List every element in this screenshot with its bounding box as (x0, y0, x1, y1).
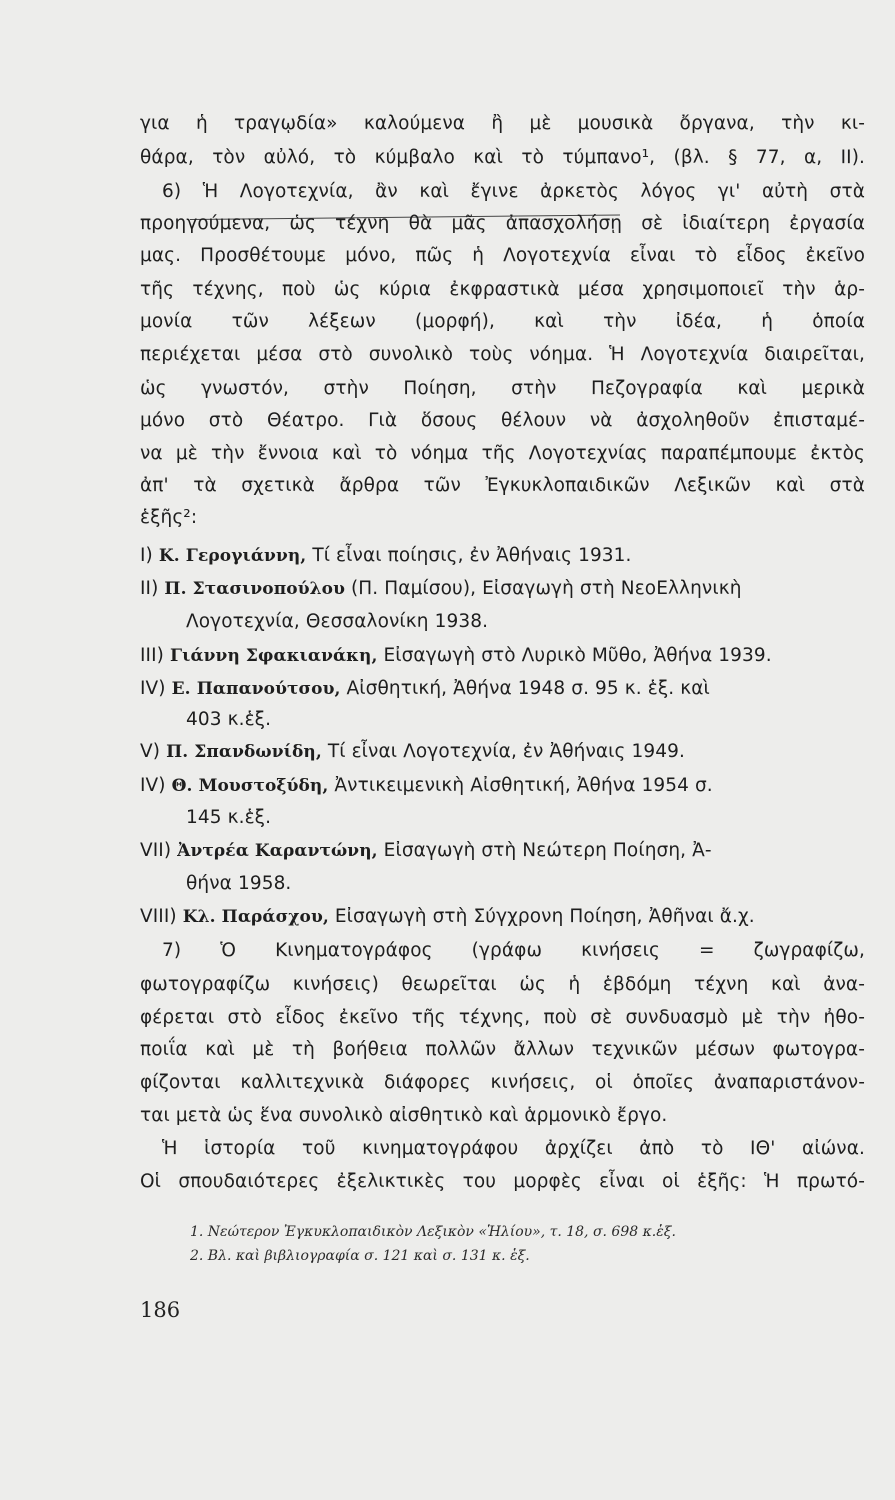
reference-number: III) (140, 645, 164, 666)
text-line: μονία τῶν λέξεων (μορφή), καὶ τὴν ἰδέα, ἡ ὁποία (140, 311, 865, 332)
reference-item (140, 644, 865, 668)
reference-title: (Π. Παμίσου), Εἰσαγωγὴ στὴ ΝεοΕλληνικὴ (350, 578, 742, 599)
reference-author: Κλ. Παράσχου, (182, 907, 329, 927)
reference-continuation: Λογοτεχνία, Θεσσαλονίκη 1938. (186, 611, 489, 632)
section-6-heading-line: 6) Ἡ Λογοτεχνία, ἂν καὶ ἔγινε ἀρκετὸς λόγος γι' αὐτὴ στὰ (162, 181, 865, 202)
reference-title: Εἰσαγωγὴ στὸ Λυρικὸ Μῦθο, Ἀθήνα 1939. (383, 645, 772, 666)
reference-author: Ε. Παπανούτσου, (171, 679, 341, 699)
section-7-heading-line: 7) Ὁ Κινηματογράφος (γράφω κινήσεις = ζωγραφίζω, (162, 940, 865, 961)
reference-item (140, 677, 865, 701)
reference-title: Αἰσθητική, Ἀθήνα 1948 σ. 95 κ. ἑξ. καὶ (346, 678, 710, 699)
text-line: φωτογραφίζω κινήσεις) θεωρεῖται ὡς ἡ ἑβδόμη τέχνη καὶ ἀνα- (140, 974, 865, 995)
reference-number: I) (140, 545, 153, 566)
text-line: περιέχεται μέσα στὸ συνολικὸ τοὺς νόημα. Ἡ Λογοτεχνία διαιρεῖται, (140, 344, 865, 365)
reference-item (140, 577, 865, 601)
reference-item (140, 544, 865, 568)
reference-item (140, 740, 865, 764)
text-line: Οἱ σπουδαιότερες ἐξελικτικὲς του μορφὲς εἶναι οἱ ἑξῆς: Ἡ πρωτό- (140, 1171, 865, 1192)
reference-title: Τί εἶναι ποίησις, ἐν Ἀθήναις 1931. (312, 545, 632, 566)
reference-item (140, 839, 865, 863)
text-line: ἑξῆς²: (140, 507, 198, 528)
reference-number: V) (140, 741, 161, 762)
text-line: μόνο στὸ Θέατρο. Γιὰ ὅσους θέλουν νὰ ἀσχοληθοῦν ἐπισταμέ- (140, 410, 865, 431)
reference-continuation: 403 κ.ἑξ. (186, 709, 272, 730)
footnote: 1. Νεώτερον Ἐγκυκλοπαιδικὸν Λεξικὸν «Ἡλίου», τ. 18, σ. 698 κ.ἑξ. (190, 1224, 676, 1240)
text-line: Ἡ ἱστορία τοῦ κινηματογράφου ἀρχίζει ἀπὸ τὸ ΙΘ' αἰώνα. (162, 1138, 865, 1159)
reference-number: II) (140, 578, 159, 599)
text-line: για ἡ τραγῳδία» καλούμενα ἢ μὲ μουσικὰ ὄργανα, τὴν κι- (140, 113, 865, 134)
text-line: ται μετὰ ὡς ἕνα συνολικὸ αἰσθητικὸ καὶ ἁρμονικὸ ἔργο. (140, 1105, 668, 1126)
reference-author: Ἀντρέα Καραντώνη, (177, 841, 378, 861)
footnote: 2. Βλ. καὶ βιβλιογραφία σ. 121 καὶ σ. 131 κ. ἑξ. (190, 1248, 530, 1264)
text-line: φέρεται στὸ εἶδος ἐκεῖνο τῆς τέχνης, ποὺ σὲ συνδυασμὸ μὲ τὴν ἠθο- (140, 1007, 865, 1028)
page-number: 186 (140, 1298, 181, 1322)
reference-author: Π. Σπανδωνίδη, (166, 742, 322, 762)
reference-number: VIII) (140, 906, 177, 927)
text-line: μας. Προσθέτουμε μόνο, πῶς ἡ Λογοτεχνία εἶναι τὸ εἶδος ἐκεῖνο (140, 245, 865, 266)
text-line: ποιΐα καὶ μὲ τὴ βοήθεια πολλῶν ἄλλων τεχνικῶν μέσων φωτογρα- (140, 1039, 865, 1060)
text-line: ἀπ' τὰ σχετικὰ ἄρθρα τῶν Ἐγκυκλοπαιδικῶν Λεξικῶν καὶ στὰ (140, 475, 865, 496)
reference-title: Εἰσαγωγὴ στὴ Σύγχρονη Ποίηση, Ἀθῆναι ἄ.χ. (334, 906, 755, 927)
text-line: φίζονται καλλιτεχνικὰ διάφορες κινήσεις, οἱ ὁποῖες ἀναπαριστάνον- (140, 1072, 865, 1093)
reference-author: Π. Στασινοπούλου (164, 579, 345, 599)
text-line: ὡς γνωστόν, στὴν Ποίηση, στὴν Πεζογραφία καὶ μερικὰ (140, 378, 865, 399)
reference-author: Θ. Μουστοξύδη, (171, 776, 329, 796)
reference-continuation: θήνα 1958. (186, 873, 292, 894)
reference-item (140, 905, 865, 929)
reference-author: Γιάννη Σφακιανάκη, (169, 646, 378, 666)
reference-title: Εἰσαγωγὴ στὴ Νεώτερη Ποίηση, Ἀ- (383, 840, 712, 861)
reference-number: VII) (140, 840, 172, 861)
text-line: προηγούμενα, ὡς τέχνη θὰ μᾶς ἀπασχολήσῃ σὲ ἰδιαίτερη ἐργασία (140, 213, 865, 234)
text-line: θάρα, τὸν αὐλό, τὸ κύμβαλο καὶ τὸ τύμπανο¹, (βλ. § 77, α, ΙΙ). (140, 147, 865, 168)
reference-number: IV) (140, 678, 166, 699)
text-line: τῆς τέχνης, ποὺ ὡς κύρια ἐκφραστικὰ μέσα χρησιμοποιεῖ τὴν ἁρ- (140, 279, 865, 300)
reference-title: Ἀντικειμενικὴ Αἰσθητική, Ἀθήνα 1954 σ. (334, 775, 713, 796)
reference-number: IV) (140, 775, 166, 796)
text-line: να μὲ τὴν ἔννοια καὶ τὸ νόημα τῆς Λογοτεχνίας παραπέμπουμε ἐκτὸς (140, 443, 865, 464)
reference-continuation: 145 κ.ἑξ. (186, 807, 272, 828)
reference-author: Κ. Γερογιάννη, (158, 546, 307, 566)
reference-item (140, 774, 865, 798)
reference-title: Τί εἶναι Λογοτεχνία, ἐν Ἀθήναις 1949. (327, 741, 685, 762)
